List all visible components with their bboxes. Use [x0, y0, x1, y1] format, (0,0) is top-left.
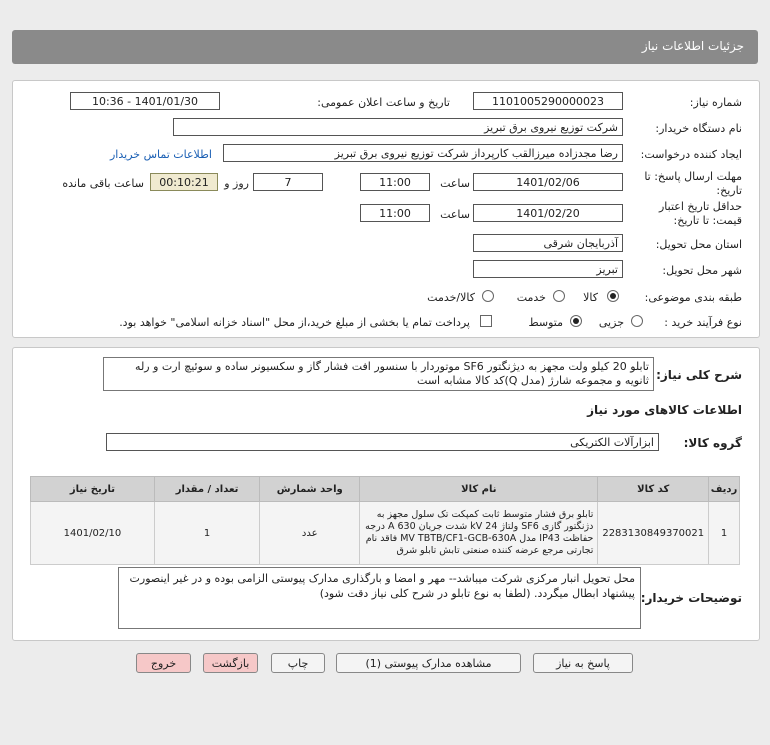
deadline-time-label: ساعت — [440, 177, 470, 190]
reply-button[interactable]: پاسخ به نیاز — [533, 653, 633, 673]
col-name-header: نام کالا — [360, 477, 598, 502]
announce-label: تاریخ و ساعت اعلان عمومی: — [317, 96, 450, 109]
validity-label: حداقل تاریخ اعتبار قیمت: تا تاریخ: — [658, 200, 742, 227]
goods-info-title: اطلاعات کالاهای مورد نیاز — [587, 403, 742, 417]
buyer-org-field: شرکت توزیع نیروی برق تبریز — [173, 118, 623, 136]
table-header-row — [31, 477, 740, 502]
buyer-contact-link[interactable]: اطلاعات تماس خریدار — [110, 148, 212, 161]
goods-table — [30, 476, 740, 565]
page-header — [12, 30, 758, 64]
col-qty-header: تعداد / مقدار — [154, 477, 259, 502]
goods-group-label: گروه کالا: — [683, 436, 742, 450]
col-code-header: کد کالا — [598, 477, 709, 502]
category-option-service: خدمت — [516, 291, 546, 304]
row-qty: 1 — [154, 502, 259, 565]
announce-field: 1401/01/30 - 10:36 — [70, 92, 220, 110]
page-title: جزئیات اطلاعات نیاز — [641, 39, 744, 53]
back-button[interactable]: بازگشت — [203, 653, 258, 673]
need-number-field: 1101005290000023 — [473, 92, 623, 110]
deadline-date-field: 1401/02/06 — [473, 173, 623, 191]
process-radio-medium[interactable] — [570, 315, 582, 327]
deadline-time-field: 11:00 — [360, 173, 430, 191]
city-label: شهر محل تحویل: — [662, 264, 742, 277]
exit-button[interactable]: خروج — [136, 653, 191, 673]
creator-label: ایجاد کننده درخواست: — [640, 148, 742, 161]
col-unit-header: واحد شمارش — [260, 477, 360, 502]
city-field: تبریز — [473, 260, 623, 278]
col-date-header: تاریخ نیاز — [31, 477, 155, 502]
treasury-checkbox[interactable] — [480, 315, 492, 327]
category-label: طبقه بندی موضوعی: — [644, 291, 742, 304]
process-option-medium: متوسط — [528, 316, 563, 329]
process-option-minor: جزیی — [598, 316, 624, 329]
need-number-label: شماره نیاز: — [689, 96, 742, 109]
row-code: 2283130849370021 — [598, 502, 709, 565]
remaining-timer: 00:10:21 — [150, 173, 218, 191]
row-index: 1 — [709, 502, 740, 565]
days-label: روز و — [224, 177, 249, 190]
row-unit: عدد — [260, 502, 360, 565]
validity-time-label: ساعت — [440, 208, 470, 221]
category-option-goods: کالا — [583, 291, 598, 304]
buyer-org-label: نام دستگاه خریدار: — [655, 122, 742, 135]
general-desc-label: شرح کلی نیاز: — [656, 368, 742, 382]
process-radio-minor[interactable] — [631, 315, 643, 327]
creator-field: رضا مجدزاده میرزالقب کارپرداز شرکت توزیع نیروی برق تبریز — [223, 144, 623, 162]
category-option-goods-service: کالا/خدمت — [427, 291, 475, 304]
buyer-notes-box: محل تحویل انبار مرکزی شرکت میباشد-- مهر و امضا و بارگذاری مدارک پیوستی الزامی بوده و در غیر اینصورت پیشنهاد ابطال میگردد. (لطفا به نوع تابلو در شرح کلی نیاز دقت شود) — [118, 567, 641, 629]
buyer-notes-label: توضیحات خریدار: — [640, 591, 742, 605]
category-radio-goods[interactable] — [607, 290, 619, 302]
deadline-label: مهلت ارسال پاسخ: تا تاریخ: — [644, 170, 742, 197]
process-label: نوع فرآیند خرید : — [664, 316, 742, 329]
attachments-button[interactable]: مشاهده مدارک پیوستی (1) — [336, 653, 521, 673]
days-field: 7 — [253, 173, 323, 191]
category-radio-goods-service[interactable] — [482, 290, 494, 302]
category-radio-service[interactable] — [553, 290, 565, 302]
remaining-label: ساعت باقی مانده — [62, 177, 144, 190]
table-row — [31, 502, 740, 565]
validity-time-field: 11:00 — [360, 204, 430, 222]
goods-group-field: ابزارآلات الکتریکی — [106, 433, 659, 451]
general-desc-box: تابلو 20 کیلو ولت مجهز به دیژنگتور SF6 موتوردار با سنسور افت فشار گاز و سکسیونر ساده و سوئیچ ارت و رله ثانویه و مجموعه شارژ (مدل Q)کد کالا مشابه است — [103, 357, 654, 391]
col-index-header: ردیف — [709, 477, 740, 502]
treasury-note: پرداخت تمام یا بخشی از مبلغ خرید،از محل "اسناد خزانه اسلامی" خواهد بود. — [119, 316, 470, 329]
province-label: استان محل تحویل: — [655, 238, 742, 251]
validity-date-field: 1401/02/20 — [473, 204, 623, 222]
print-button[interactable]: چاپ — [271, 653, 325, 673]
province-field: آذربایجان شرقی — [473, 234, 623, 252]
row-date: 1401/02/10 — [31, 502, 155, 565]
row-name: تابلو برق فشار متوسط ثابت کمپکت تک سلول مجهز به دژنگتور گازی SF6 ولتاژ 24 kV شدت جریان 630 A درجه حفاظت IP43 مدل MV TBTB/CF1-GCB-630A فاقد نام تجارتی مرجع عرضه کننده صنعتی تابش تابلو شرق — [360, 502, 598, 565]
